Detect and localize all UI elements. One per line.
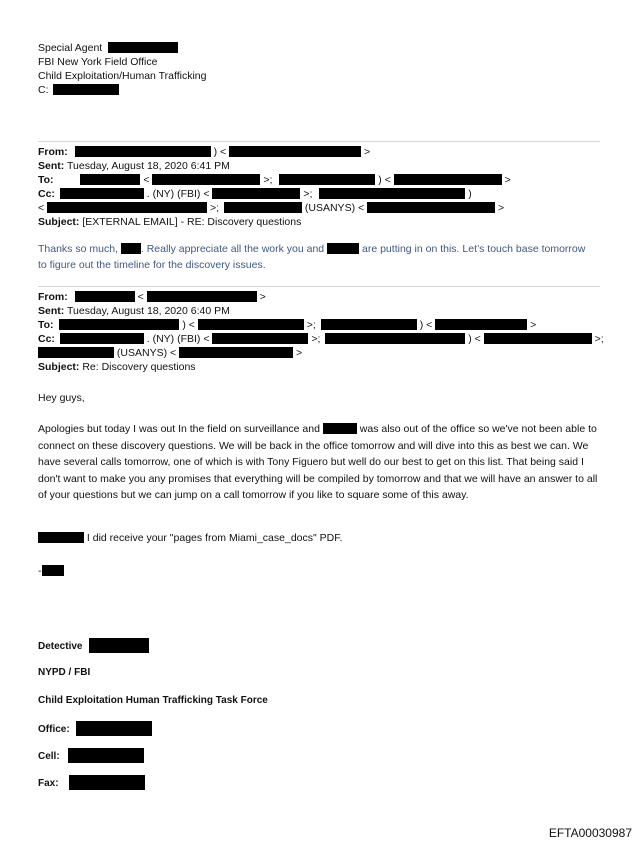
email1-body-line1: Thanks so much, . Really appreciate all the work you and are putting in on this. Let’s touch base tomorrow: [38, 243, 586, 255]
redaction: [321, 319, 417, 330]
redaction: [147, 291, 257, 302]
redaction: [53, 84, 119, 95]
redaction: [394, 174, 502, 185]
bates-number: EFTA00030987: [548, 826, 632, 840]
email1-cc-cont: < >; (USANYS) < >: [38, 202, 505, 214]
signoff: -: [38, 565, 64, 578]
email2-cc-cont: (USANYS) < >: [38, 347, 302, 360]
redaction: [279, 174, 375, 185]
redaction: [229, 146, 361, 157]
redaction: [323, 423, 357, 434]
redaction: [435, 319, 527, 330]
redaction: [108, 42, 178, 53]
redaction: [59, 319, 179, 330]
division-line: Child Exploitation/Human Trafficking: [38, 70, 207, 82]
email1-cc: Cc: . (NY) (FBI) < >; ): [38, 188, 472, 200]
email2-sent: Sent: Tuesday, August 18, 2020 6:40 PM: [38, 305, 230, 317]
signature-office: Office:: [38, 721, 152, 736]
signature-cell: Cell:: [38, 748, 144, 763]
redaction: [68, 748, 144, 763]
cell-line: C:: [38, 84, 119, 97]
redaction: [179, 347, 293, 358]
redaction: [327, 243, 359, 254]
email1-from: From: ) < >: [38, 146, 371, 158]
signature-org: NYPD / FBI: [38, 667, 91, 678]
redaction: [89, 638, 149, 653]
redaction: [75, 291, 135, 302]
redaction: [75, 146, 211, 157]
divider: [38, 286, 600, 287]
redaction: [152, 174, 260, 185]
email2-from: From: < >: [38, 291, 266, 303]
redaction: [198, 319, 304, 330]
redaction: [47, 202, 207, 213]
email2-subject: Subject: Re: Discovery questions: [38, 361, 196, 373]
email1-body-line2: to figure out the timeline for the discovery issues.: [38, 259, 266, 271]
signature-unit: Child Exploitation Human Trafficking Task Force: [38, 695, 268, 706]
redaction: [42, 565, 64, 576]
redaction: [38, 532, 84, 543]
email1-sent: Sent: Tuesday, August 18, 2020 6:41 PM: [38, 160, 230, 172]
signature-fax: Fax:: [38, 775, 145, 790]
email2-paragraph1: Apologies but today I was out In the field on surveillance and was also out of the office so we've not been able to connect on these discovery questions. We will be back in the office tomorrow and will dive into this as best we can. We have several calls tomorrow, one of which is with Tony Figuero but well do our best to get on this list. That being said I don't want to make you any promises that everything will be compiled by tomorrow and that we will have an answer to all of your questions but we can jump on a call tomorrow if you like to square some of this away.: [38, 423, 598, 501]
redaction: [60, 188, 144, 199]
redaction: [212, 188, 300, 199]
email2-cc: Cc: . (NY) (FBI) < >; ) < >;: [38, 333, 604, 345]
office-line: FBI New York Field Office: [38, 56, 158, 68]
redaction: [212, 333, 308, 344]
email2-to: To: ) < >; ) < >: [38, 319, 537, 331]
redaction: [76, 721, 152, 736]
redaction: [319, 188, 465, 199]
redaction: [367, 202, 495, 213]
redaction: [121, 243, 141, 254]
agent-name-line: Special Agent: [38, 42, 178, 55]
email2-paragraph2: I did receive your "pages from Miami_case_docs" PDF.: [38, 532, 342, 545]
email1-subject: Subject: [EXTERNAL EMAIL] - RE: Discovery questions: [38, 216, 302, 228]
redaction: [60, 333, 144, 344]
greeting: Hey guys,: [38, 392, 85, 404]
email1-to: To: < >; ) < >: [38, 174, 511, 186]
redaction: [69, 775, 145, 790]
redaction: [80, 174, 140, 185]
signature-title: Detective: [38, 638, 149, 653]
redaction: [484, 333, 592, 344]
redaction: [224, 202, 302, 213]
redaction: [38, 347, 114, 358]
redaction: [325, 333, 465, 344]
divider: [38, 141, 600, 142]
